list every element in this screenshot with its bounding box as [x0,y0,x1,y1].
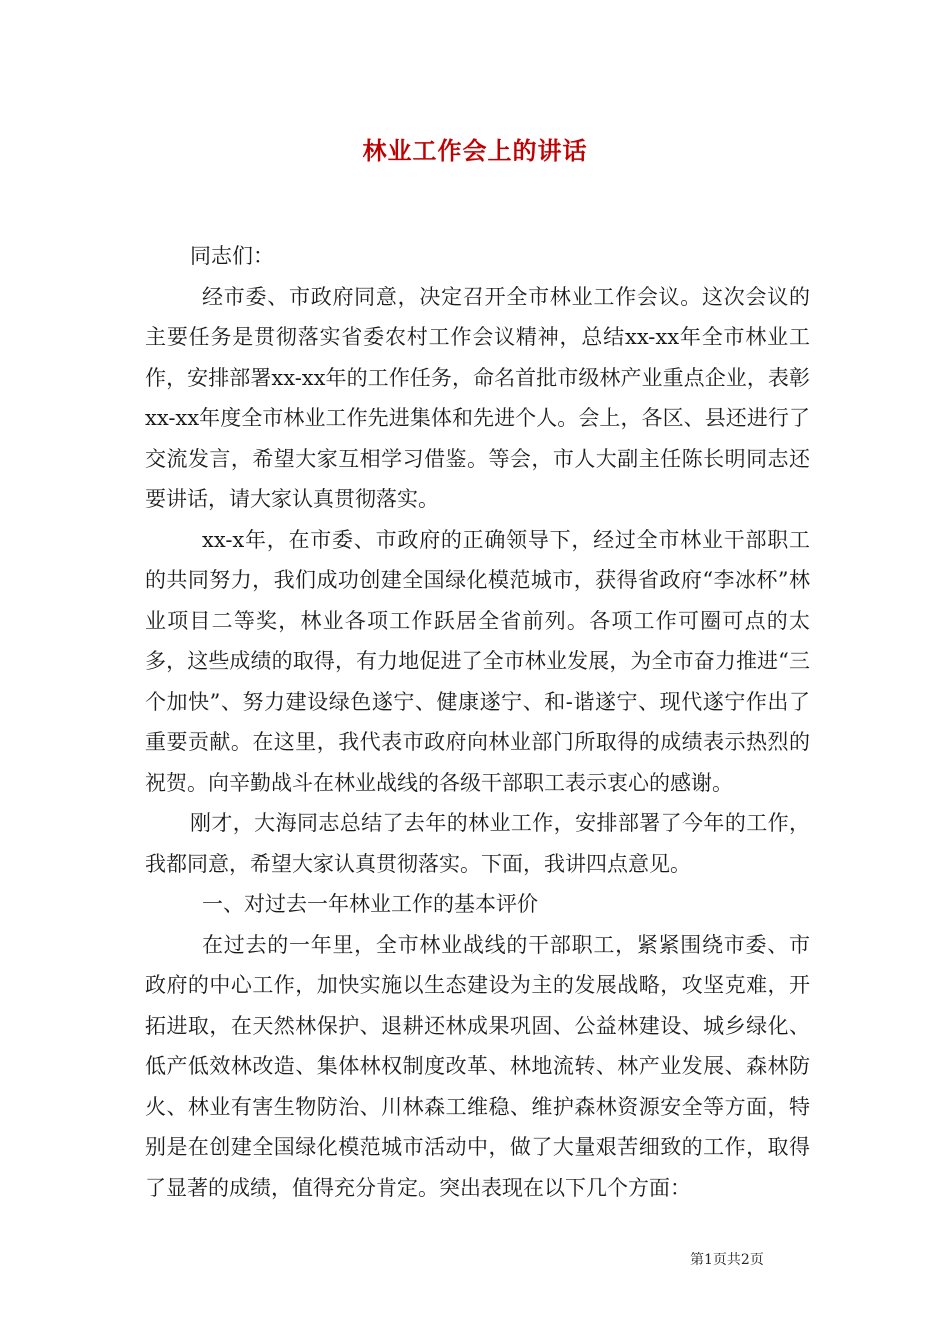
page-title: 林业工作会上的讲话 [362,136,588,165]
paragraph-transition: 刚才，大海同志总结了去年的林业工作，安排部署了今年的工作，我都同意，希望大家认真贯彻落实。下面，我讲四点意见。 [145,811,810,876]
paragraph-intro: 经市委、市政府同意，决定召开全市林业工作会议。这次会议的主要任务是贯彻落实省委农村工作会议精神，总结xx-xx年全市林业工作，安排部署xx-xx年的工作任务，命名首批市级林产业重点企业，表彰xx-xx年度全市林业工作先进集体和先进个人。会上，各区、县还进行了交流发言，希望大家互相学习借鉴。等会，市人大副主任陈长明同志还要讲话，请大家认真贯彻落实。 [145,284,810,511]
salutation: 同志们： [190,244,274,268]
paragraph-review: 在过去的一年里，全市林业战线的干部职工，紧紧围绕市委、市政府的中心工作，加快实施以生态建设为主的发展战略，攻坚克难，开拓进取，在天然林保护、退耕还林成果巩固、公益林建设、城乡绿化、低产低效林改造、集体林权制度改革、林地流转、林产业发展、森林防火、林业有害生物防治、川林森工维稳、维护森林资源安全等方面，特别是在创建全国绿化模范城市活动中，做了大量艰苦细致的工作，取得了显著的成绩，值得充分肯定。突出表现在以下几个方面： [145,932,810,1200]
section-heading: 一、对过去一年林业工作的基本评价 [202,892,538,916]
paragraph-achievements: xx-x年，在市委、市政府的正确领导下，经过全市林业干部职工的共同努力，我们成功创建全国绿化模范城市，获得省政府“李冰杯”林业项目二等奖，林业各项工作跃居全省前列。各项工作可圈可点的太多，这些成绩的取得，有力地促进了全市林业发展，为全市奋力推进“三个加快”、努力建设绿色遂宁、健康遂宁、和-谐遂宁、现代遂宁作出了重要贡献。在这里，我代表市政府向林业部门所取得的成绩表示热烈的祝贺。向辛勤战斗在林业战线的各级干部职工表示衷心的感谢。 [145,527,810,795]
document-body [145,236,810,1208]
page-number: 第1页共2页 [690,1252,764,1268]
